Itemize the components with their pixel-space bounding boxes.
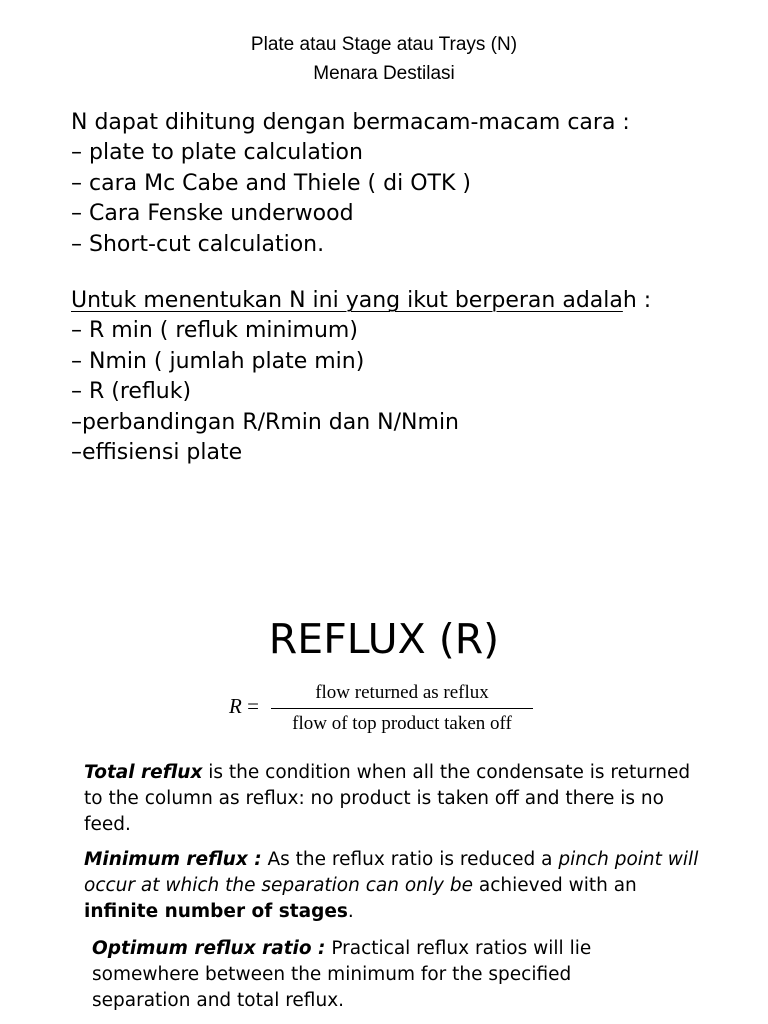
list-item: – Short-cut calculation. — [71, 231, 325, 257]
list-item: – R min ( refluk minimum) — [71, 318, 358, 344]
factors-intro-rest: h : — [622, 288, 652, 313]
optimum-reflux-term: Optimum reflux ratio : — [92, 938, 326, 959]
minimum-reflux-definition — [84, 847, 704, 925]
total-reflux-definition — [84, 760, 704, 838]
formula-numerator: flow returned as reflux — [315, 682, 489, 703]
total-reflux-term: Total reflux — [84, 762, 203, 783]
optimum-reflux-text: Practical reflux ratios will lie somewhere between the minimum for the specified separation and total reflux. — [92, 938, 592, 1011]
list-item: – Cara Fenske underwood — [71, 201, 354, 227]
minimum-reflux-text-end: . — [347, 901, 354, 922]
list-item: –perbandingan R/Rmin dan N/Nmin — [71, 409, 459, 435]
minimum-reflux-term: Minimum reflux : — [84, 849, 262, 870]
factors-intro — [71, 286, 651, 316]
total-reflux-text: is the condition when all the condensate is returned to the column as reflux: no product is taken off and there is no feed. — [84, 762, 691, 835]
list-item: – cara Mc Cabe and Thiele ( di OTK ) — [71, 170, 471, 196]
formula-equals: = — [241, 694, 259, 718]
list-item: – R (refluk) — [71, 379, 192, 405]
factors-intro-underlined: Untuk menentukan N ini yang ikut berperan adala — [71, 288, 623, 313]
minimum-reflux-text-italic: pinch point will occur at which the separation can only be — [84, 849, 699, 896]
list-item: – Nmin ( jumlah plate min) — [71, 348, 365, 374]
list-item: –effisiensi plate — [71, 440, 243, 466]
formula-symbol: R — [229, 694, 242, 718]
formula-denominator: flow of top product taken off — [292, 713, 512, 734]
optimum-reflux-definition — [92, 936, 652, 1014]
minimum-reflux-text-bold: infinite number of stages — [84, 901, 348, 922]
factors-list — [71, 286, 651, 468]
methods-intro: N dapat dihitung dengan bermacam-macam cara : — [71, 110, 630, 135]
slide-title-line2: Menara Destilasi — [313, 63, 455, 84]
methods-list — [71, 108, 630, 260]
reflux-heading: REFLUX (R) — [268, 615, 500, 663]
reflux-formula — [229, 680, 539, 740]
formula-fraction — [271, 680, 533, 737]
minimum-reflux-text-b: achieved with an — [472, 875, 637, 896]
formula-lhs — [229, 694, 259, 719]
minimum-reflux-text-a: As the reflux ratio is reduced a — [261, 849, 559, 870]
slide-title-line1: Plate atau Stage atau Trays (N) — [250, 34, 518, 55]
fraction-bar — [271, 708, 533, 709]
list-item: – plate to plate calculation — [71, 140, 363, 166]
